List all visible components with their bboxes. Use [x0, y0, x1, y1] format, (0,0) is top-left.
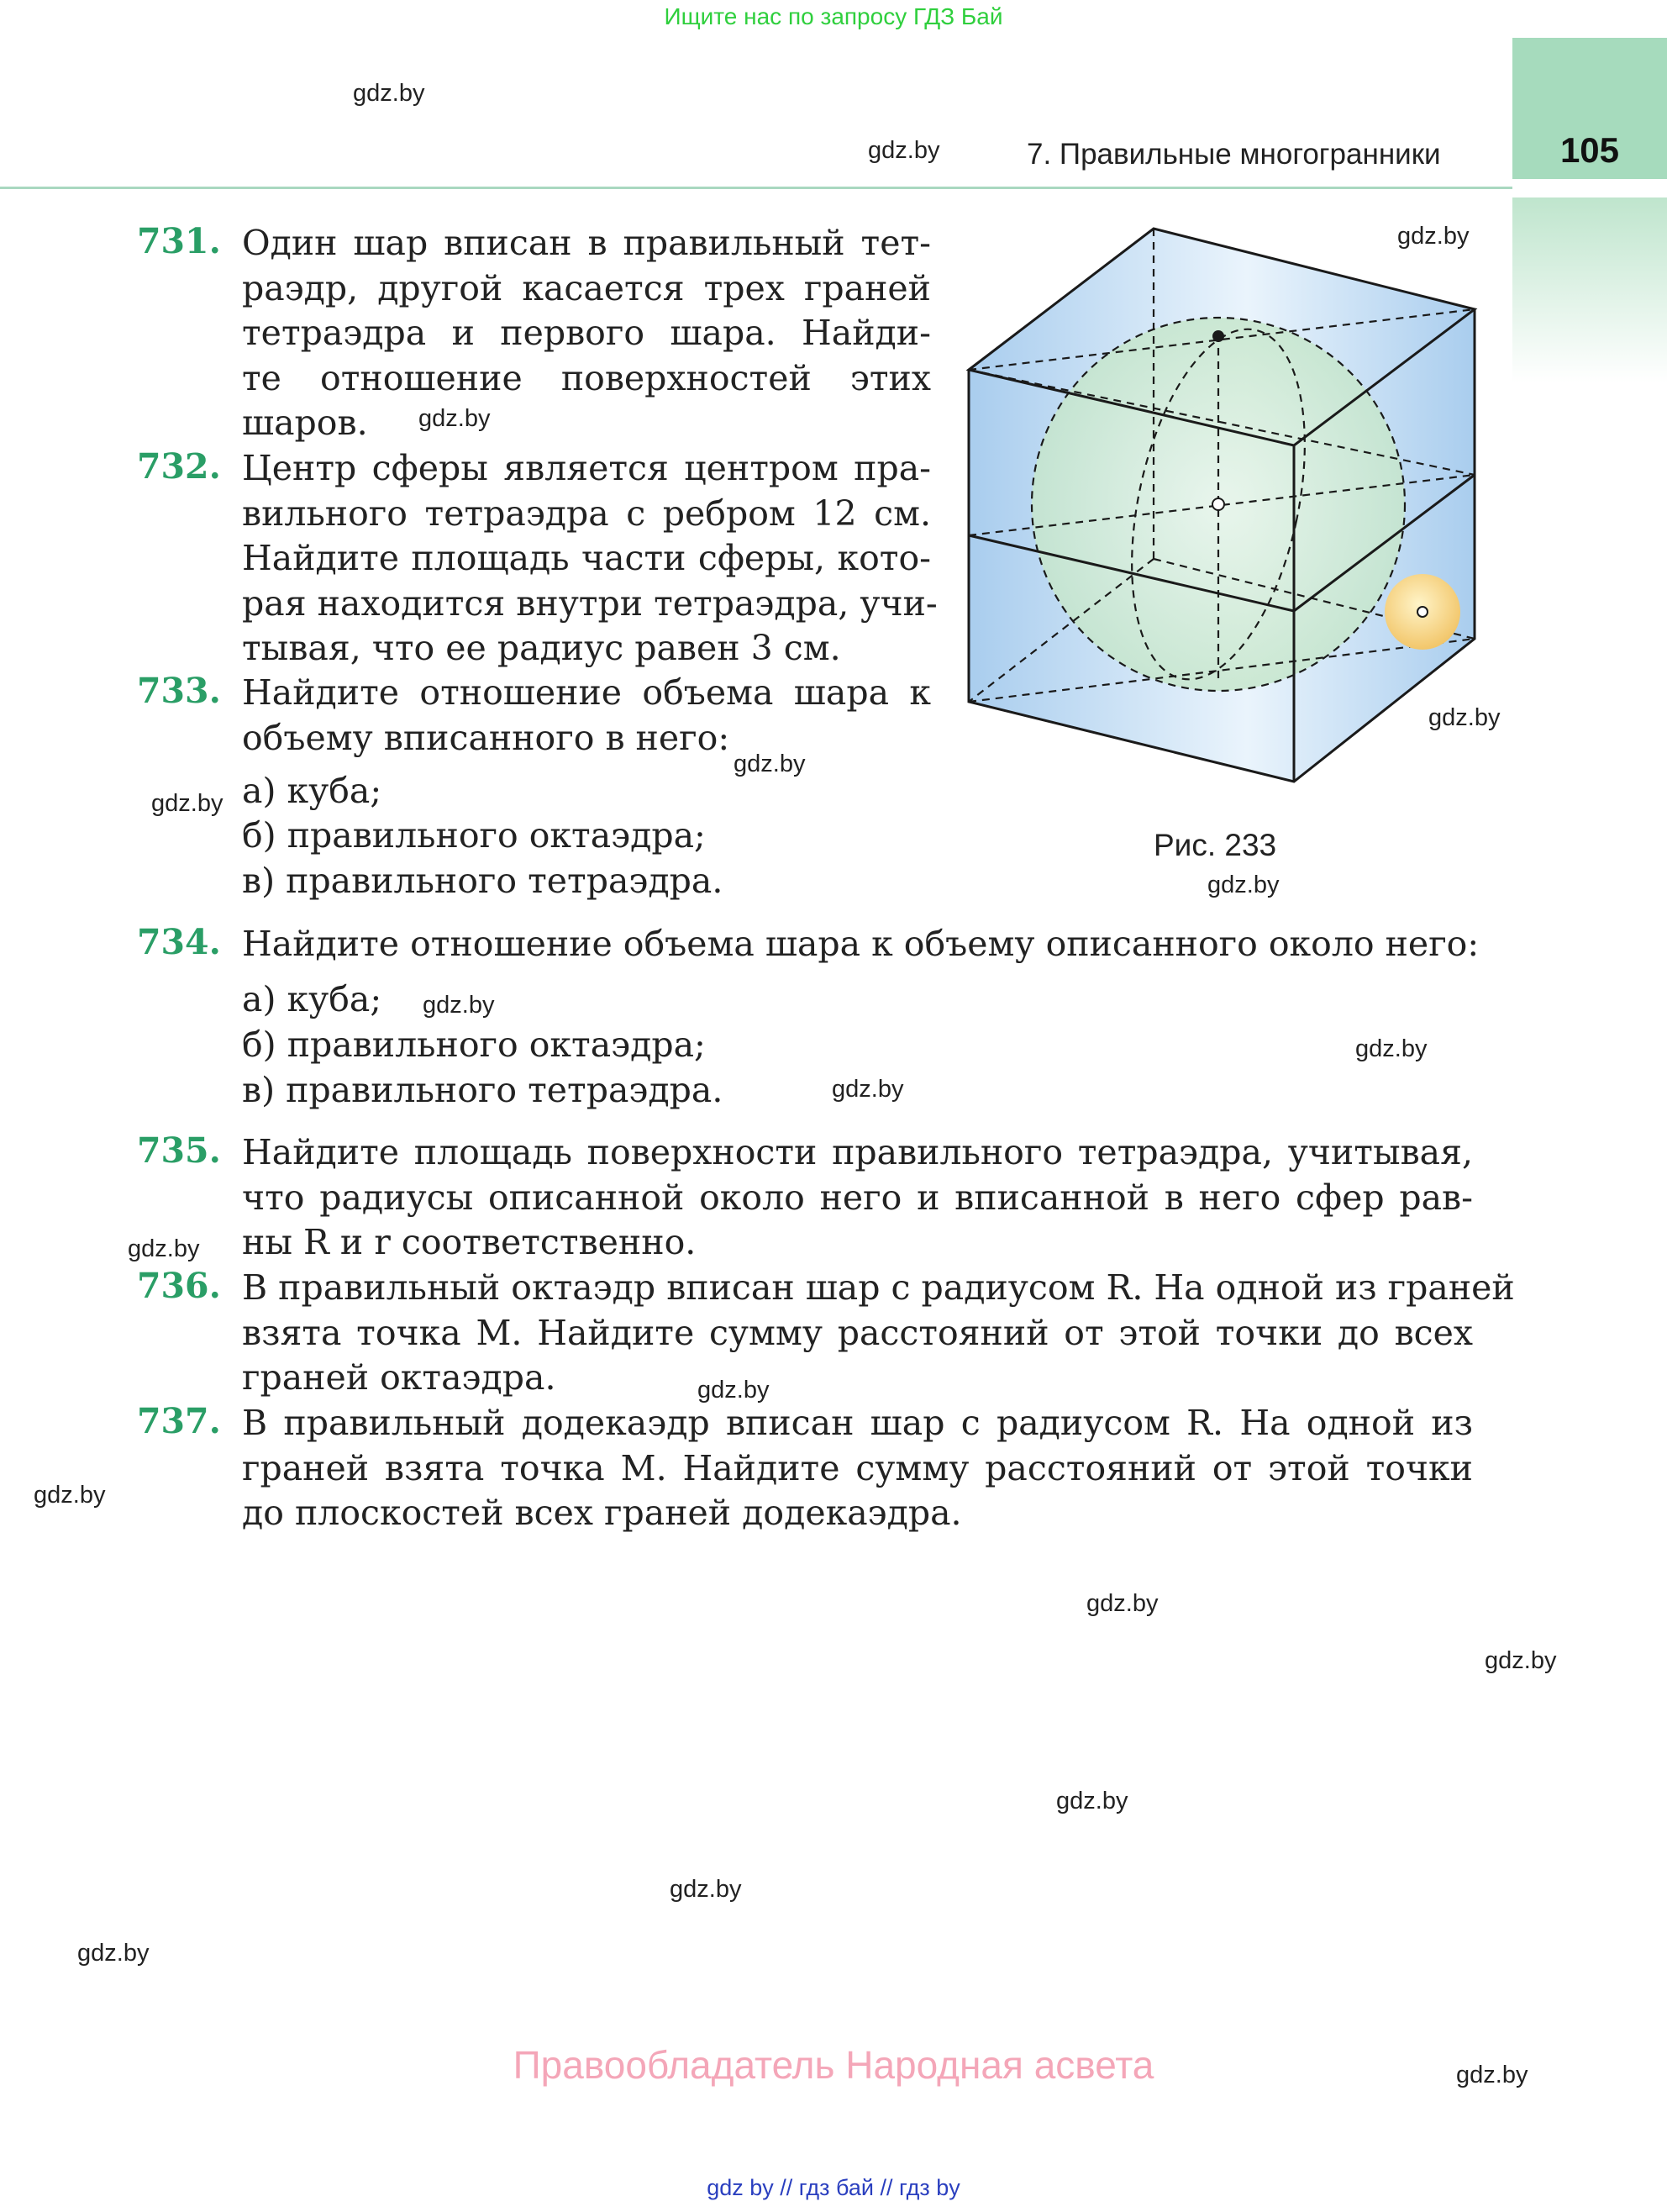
text-line: рая находится внутри тетраэдра, учи- [242, 582, 938, 624]
header-divider [0, 187, 1512, 189]
watermark: gdz.by [77, 1940, 150, 1967]
problem-number: 731. [137, 221, 221, 261]
list-item: в) правильного тетраэдра. [242, 1070, 723, 1110]
watermark: gdz.by [1056, 1788, 1128, 1814]
watermark: gdz.by [1355, 1035, 1428, 1062]
chapter-title: 7. Правильные многогранники [1027, 138, 1441, 171]
text-line: Один шар вписан в правильный тет- [242, 223, 931, 263]
watermark: gdz.by [353, 80, 425, 107]
text-line: Центр сферы является центром пра- [242, 448, 931, 488]
problem-number: 733. [137, 671, 221, 711]
watermark: gdz.by [34, 1482, 106, 1509]
text-line: Найдите отношение объема шара к объему описанного около него: [242, 924, 1480, 964]
page-number: 105 [1559, 130, 1620, 170]
text-line: граней взята точка M. Найдите сумму расстояний от этой точки [242, 1447, 1473, 1488]
tangent-point [1212, 330, 1224, 342]
watermark: gdz.by [697, 1377, 770, 1404]
problem-736-text [242, 1266, 1515, 1401]
text-line: Найдите площадь части сферы, кото- [242, 538, 931, 578]
text-line: до плоскостей всех граней додекаэдра. [242, 1493, 962, 1533]
list-item: а) куба; [242, 771, 382, 811]
watermark: gdz.by [418, 405, 491, 432]
text-line: те отношение поверхностей этих [242, 357, 931, 398]
text-line: В правильный додекаэдр вписан шар с радиусом R. На одной из [242, 1403, 1473, 1443]
watermark: gdz.by [832, 1076, 904, 1103]
watermark: gdz.by [1428, 704, 1501, 731]
watermark: gdz.by [151, 790, 223, 817]
text-line: тывая, что ее радиус равен 3 см. [242, 628, 841, 668]
text-line: взята точка M. Найдите сумму расстояний от этой точки до всех [242, 1312, 1473, 1353]
problem-732-text [242, 446, 938, 672]
list-item: а) куба; [242, 979, 382, 1019]
problem-731-text [242, 221, 931, 446]
list-item: б) правильного октаэдра; [242, 815, 706, 856]
text-line: шаров. [242, 403, 368, 443]
watermark: gdz.by [734, 750, 806, 777]
text-line: Найдите отношение объема шара к [242, 672, 931, 713]
figure-caption: Рис. 233 [1154, 828, 1277, 862]
text-line: Найдите площадь поверхности правильного тетраэдра, учитывая, [242, 1132, 1473, 1172]
problem-733-text [242, 671, 931, 761]
text-line: ны R и r соответственно. [242, 1222, 697, 1262]
text-line: раэдр, другой касается трех граней [242, 267, 931, 308]
text-line: вильного тетраэдра с ребром 12 см. [242, 492, 931, 534]
sphere-center [1212, 498, 1224, 510]
list-item: в) правильного тетраэдра. [242, 861, 723, 901]
problem-number: 735. [137, 1130, 221, 1171]
watermark: gdz.by [128, 1235, 200, 1262]
side-gradient [1512, 198, 1667, 382]
text-line: граней октаэдра. [242, 1357, 556, 1398]
watermark: gdz.by [1485, 1647, 1557, 1674]
watermark: gdz.by [1207, 872, 1280, 898]
watermark: gdz.by [670, 1876, 742, 1903]
problem-735-text [242, 1130, 1473, 1266]
top-banner: Ищите нас по запросу ГДЗ Бай [664, 3, 1003, 29]
footer-links[interactable]: gdz by // гдз бай // гдз by [707, 2175, 960, 2200]
watermark: gdz.by [1086, 1590, 1159, 1617]
watermark: gdz.by [1397, 223, 1470, 250]
problem-734-text [242, 922, 1480, 967]
small-sphere-center [1417, 607, 1428, 617]
problem-number: 737. [137, 1401, 221, 1441]
text-line: что радиусы описанной около него и вписанной в него сфер рав- [242, 1177, 1473, 1218]
text-line: объему вписанного в него: [242, 717, 730, 758]
text-line: тетраэдра и первого шара. Найди- [242, 313, 931, 353]
watermark: gdz.by [423, 992, 495, 1019]
problem-number: 732. [137, 446, 221, 487]
problem-737-text [242, 1401, 1473, 1536]
copyright-holder: Правообладатель Народная асвета [513, 2043, 1154, 2087]
watermark: gdz.by [1456, 2062, 1528, 2088]
problem-number: 736. [137, 1266, 221, 1306]
list-item: б) правильного октаэдра; [242, 1024, 706, 1065]
problem-number: 734. [137, 922, 221, 962]
watermark: gdz.by [868, 137, 940, 164]
figure-cube-spheres [958, 214, 1496, 794]
text-line: В правильный октаэдр вписан шар с радиусом R. На одной из граней [242, 1267, 1515, 1308]
